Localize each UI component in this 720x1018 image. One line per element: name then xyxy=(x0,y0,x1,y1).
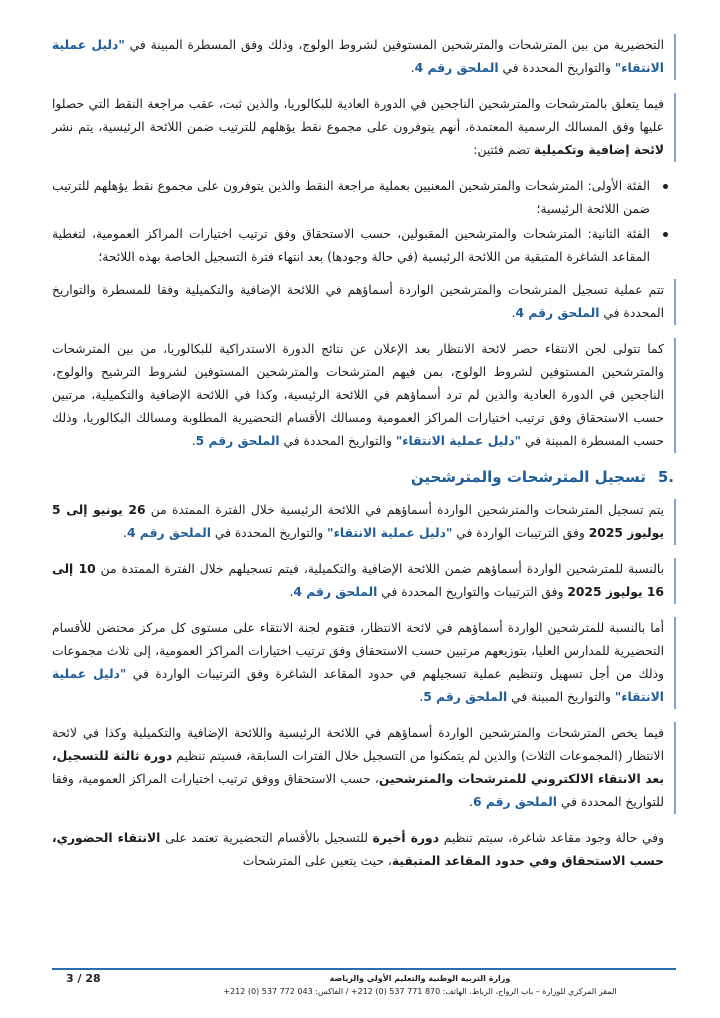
list-item-text xyxy=(52,179,650,216)
bullet-icon xyxy=(663,232,668,237)
paragraph-8 xyxy=(52,722,676,814)
paragraph-5 xyxy=(52,499,676,545)
category-list xyxy=(52,175,676,269)
text-run: أما بالنسبة للمترشحين الواردة أسماؤهم في لائحة الانتظار، فتقوم لجنة الانتقاء على مستوى كل مركز محتضن للأقسام التحضيرية للمدارس العليا، بتوزيعهم مرتبين حسب الاستحقاق وفق ترتيب اختيارات المراكز العمومية، إلى ثلاث مجموعات وذلك من أجل تسهيل وتنظيم عملية تسجيلهم في حدود المقاعد الشاغرة وفق الترتيبات الواردة في xyxy=(52,621,664,681)
text-run: . xyxy=(410,61,415,75)
text-run: تتم عملية تسجيل المترشحات والمترشحين الواردة أسماؤهم في اللائحة الإضافية والتكميلية وفقا للمسطرة والتواريخ المحددة في xyxy=(52,283,664,320)
page-number: 3 / 28 xyxy=(66,972,101,985)
paragraph-3 xyxy=(52,279,676,325)
paragraph-4 xyxy=(52,338,676,453)
text-run: ، حيث يتعين على المترشحات xyxy=(242,854,392,868)
text-run: الفئة الأولى: المترشحات والمترشحين المعنيين بعملية مراجعة النقط والذين يتوفرون على مجموع نقط يؤهلهم للترتيب ضمن اللائحة الرئيسية؛ xyxy=(52,179,650,216)
text-run: . xyxy=(289,585,294,599)
footer xyxy=(180,972,660,998)
highlighted-reference: الملحق رقم 4 xyxy=(293,585,378,599)
text-run: وفق الترتيبات الواردة في xyxy=(452,526,589,540)
document-body xyxy=(52,34,676,886)
section-heading xyxy=(52,466,676,489)
highlighted-reference: "دليل عملية الانتقاء" xyxy=(52,667,664,704)
section-title: تسجيل المترشحات والمترشحين xyxy=(410,468,646,486)
text-run: . xyxy=(191,434,196,448)
text-run: والتواريخ المحددة في xyxy=(210,526,328,540)
highlighted-reference: الملحق رقم 6 xyxy=(473,795,557,809)
ministry-address: المقر المركزي للوزارة – باب الرواح، الرباط. الهاتف: 870 771 537 (0) 212+ / الفاكس: 043 772 537 (0) 212+ xyxy=(223,987,617,996)
text-run: يتم تسجيل المترشحات والمترشحين الواردة أسماؤهم في اللائحة الرئيسية خلال الفترة الممتدة من xyxy=(145,503,664,517)
paragraph-7 xyxy=(52,617,676,709)
text-run: فيما يخص المترشحات والمترشحين الواردة أسماؤهم في اللائحة الرئيسية واللائحة الإضافية والتكميلية وكذا في لائحة الانتظار (المجموعات الثلاث) والذين لم يتمكنوا من التسجيل خلال الفترات السابقة، فسيتم تنظيم xyxy=(52,726,664,763)
section-number: .5 xyxy=(657,468,674,486)
text-run: ، حسب الاستحقاق ووفق ترتيب اختيارات المراكز العمومية، وفقا للتواريخ المحددة في xyxy=(52,772,664,809)
highlighted-reference: الملحق رقم 4 xyxy=(414,61,499,75)
highlighted-reference: "دليل عملية الانتقاء" xyxy=(327,526,453,540)
highlighted-reference: الملحق رقم 5 xyxy=(423,690,508,704)
bold-text: دورة ثالثة للتسجيل، بعد الانتقاء الالكتروني للمترشحات والمترشحين xyxy=(52,749,664,786)
text-run: للتسجيل بالأقسام التحضيرية تعتمد على xyxy=(160,831,373,845)
highlighted-reference: "دليل عملية الانتقاء" xyxy=(395,434,522,448)
ministry-name: وزارة التربية الوطنية والتعليم الأولي والرياضة xyxy=(329,974,511,983)
paragraph-2 xyxy=(52,93,676,162)
text-run: فيما يتعلق بالمترشحات والمترشحين الناجحين في الدورة العادية للبكالوريا، والذين ثبت، عقب مراجعة النقط التي حصلوا عليها وفق المسالك الرسمية المعتمدة، أنهم يتوفرون على مجموع نقط يؤهلهم للترتيب ضمن اللائحة الرئيسية، يتم نشر xyxy=(52,97,664,134)
highlighted-reference: الملحق رقم 4 xyxy=(126,526,211,540)
bullet-icon xyxy=(663,184,668,189)
text-run: . xyxy=(469,795,473,809)
bold-text: الانتقاء الحضوري، حسب الاستحقاق وفي حدود المقاعد المتبقية xyxy=(52,831,664,868)
highlighted-reference: الملحق رقم 4 xyxy=(515,306,600,320)
list-item-text xyxy=(52,227,650,264)
paragraph-6 xyxy=(52,558,676,604)
highlighted-reference: الملحق رقم 5 xyxy=(195,434,280,448)
list-item xyxy=(52,223,650,269)
bold-text: 26 يونيو إلى 5 يوليوز 2025 xyxy=(52,503,664,540)
bold-text: لائحة إضافية وتكميلية xyxy=(533,143,664,157)
text-run: والتواريخ المحددة في xyxy=(498,61,615,75)
list-item xyxy=(52,175,650,221)
text-run: كما تتولى لجن الانتقاء حصر لائحة الانتظار بعد الإعلان عن نتائج الدورة الاستدراكية للبكالوريا، من بين المترشحات والمترشحين المستوفين لشروط الولوج، بمن فيهم المترشحات والمترشحين المستوفين لشروط الترشيح والولوج، الناجحين في الدورة العادية والذين لم ترد أسماؤهم في اللائحة الرئيسية، وكذا في اللائحة الإضافية والتكميلية، مرتبين حسب الاستحقاق وفق ترتيب اختيارات المراكز العمومية ومسالك الأقسام التحضيرية المطلوبة ومسالك البكالوريا، وذلك حسب المسطرة المبينة في xyxy=(52,342,664,448)
text-run: والتواريخ المحددة في xyxy=(279,434,396,448)
paragraph-9 xyxy=(52,827,676,873)
paragraph-1 xyxy=(52,34,676,80)
bold-text: دورة أخيرة xyxy=(372,831,440,845)
text-run: والتواريخ المبينة في xyxy=(507,690,615,704)
text-run: . xyxy=(123,526,127,540)
text-run: بالنسبة للمترشحين الواردة أسماؤهم ضمن اللائحة الإضافية والتكميلية، فيتم تسجيلهم خلال الفترة الممتدة من xyxy=(95,562,664,576)
text-run: وفق الترتيبات والتواريخ المحددة في xyxy=(377,585,568,599)
highlighted-reference: "دليل عملية الانتقاء" xyxy=(52,38,664,75)
bold-text: 10 إلى 16 يوليوز 2025 xyxy=(52,562,664,599)
text-run: الفئة الثانية: المترشحات والمترشحين المقبولين، حسب الاستحقاق وفق ترتيب اختيارات المراكز العمومية، لتغطية المقاعد الشاغرة المتبقية من اللائحة الرئيسية (في حالة وجودها) بعد انتهاء فترة التسجيل الخاصة بهذه اللائحة؛ xyxy=(52,227,650,264)
text-run: . xyxy=(511,306,516,320)
text-run: التحضيرية من بين المترشحات والمترشحين المستوفين لشروط الولوج، وذلك وفق المسطرة المبينة في xyxy=(124,38,664,52)
text-run: تضم فئتين: xyxy=(473,143,534,157)
footer-divider xyxy=(52,968,676,970)
text-run: وفي حالة وجود مقاعد شاغرة، سيتم تنظيم xyxy=(439,831,665,845)
text-run: . xyxy=(419,690,424,704)
